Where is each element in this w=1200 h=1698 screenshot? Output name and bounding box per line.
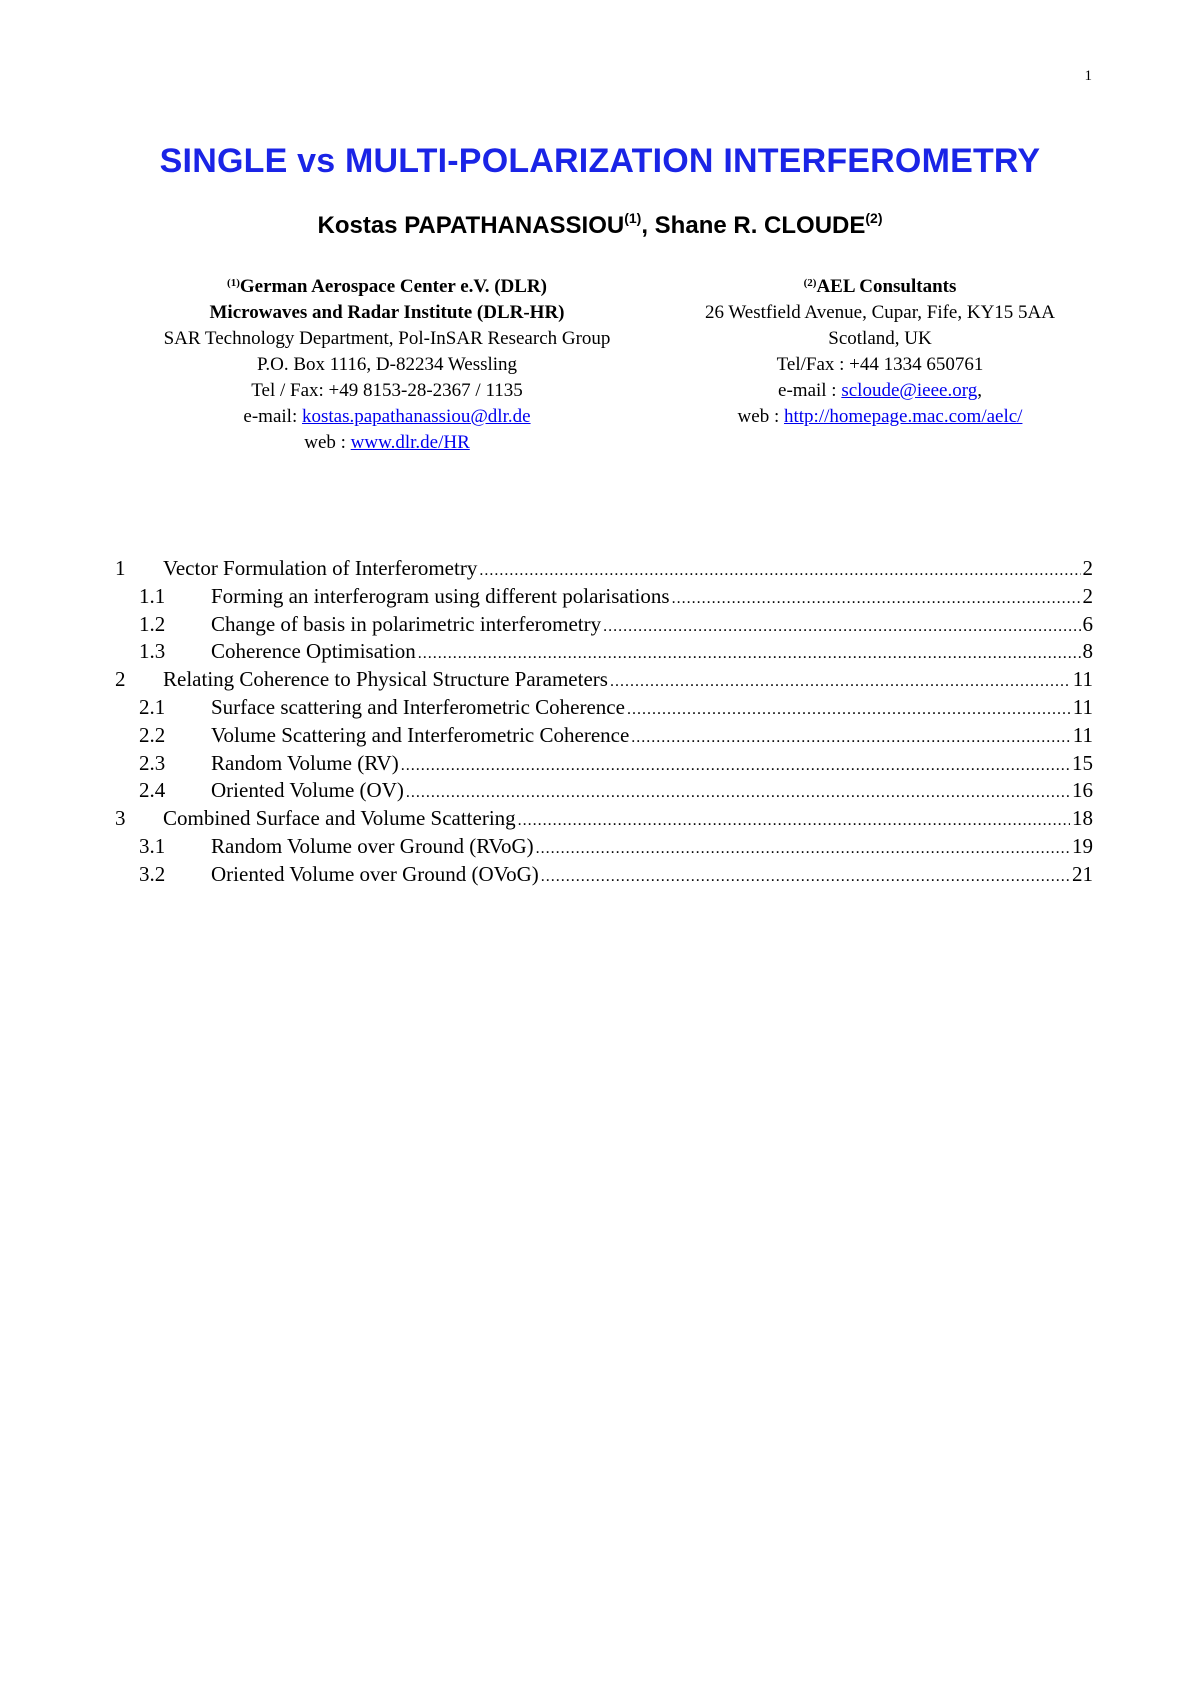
affiliation-left-address: P.O. Box 1116, D-82234 Wessling — [256, 354, 518, 375]
affiliation-right-org-line — [665, 270, 1095, 300]
affiliation-left-telfax: Tel / Fax: +49 8153-28-2367 / 1135 — [251, 380, 523, 401]
toc-entry-number: 2.4 — [139, 778, 166, 803]
toc-entry-title: Random Volume (RV) — [211, 750, 399, 775]
affiliation-right-address: 26 Westfield Avenue, Cupar, Fife, KY15 5AA — [704, 302, 1056, 323]
author-1: Kostas PAPATHANASSIOU — [317, 212, 625, 239]
toc-entry[interactable] — [115, 666, 1093, 694]
toc-entry[interactable] — [115, 638, 1093, 666]
author-2: Shane R. CLOUDE — [654, 212, 866, 239]
toc-leader-dots — [518, 807, 1070, 835]
toc-entry-page: 15 — [1072, 750, 1093, 775]
toc-entry[interactable] — [115, 805, 1093, 833]
toc-entry-number: 2.2 — [139, 722, 166, 747]
toc-entry-title: Change of basis in polarimetric interferometry — [211, 611, 602, 636]
affiliation-left-email-link[interactable]: kostas.papathanassiou@dlr.de — [301, 406, 531, 427]
affiliation-right-web-label: web : — [737, 406, 784, 427]
affiliation-right-email-label: e-mail : — [778, 380, 842, 401]
affiliation-right-web-link[interactable]: http://homepage.mac.com/aelc/ — [783, 406, 1023, 427]
affiliation-right-telfax: Tel/Fax : +44 1334 650761 — [776, 354, 984, 375]
toc-entry[interactable] — [115, 861, 1093, 889]
toc-entry-title: Random Volume over Ground (RVoG) — [211, 833, 534, 858]
affiliation-right-country: Scotland, UK — [828, 328, 932, 349]
toc-entry-page: 16 — [1072, 778, 1093, 803]
page-number: 1 — [1084, 68, 1092, 84]
document-title: SINGLE vs MULTI-POLARIZATION INTERFEROMETRY — [159, 142, 1041, 180]
author-2-affiliation-mark: (2) — [865, 210, 883, 226]
toc-entry-title: Oriented Volume (OV) — [211, 778, 404, 803]
toc-entry-title: Surface scattering and Interferometric Coherence — [211, 694, 625, 719]
toc-entry-title: Combined Surface and Volume Scattering — [163, 806, 516, 831]
toc-entry-number: 1.3 — [139, 639, 166, 664]
toc-entry[interactable] — [115, 833, 1093, 861]
toc-entry-number: 1.2 — [139, 611, 166, 636]
affiliation-right-web-line — [665, 404, 1095, 430]
author-1-affiliation-mark: (1) — [624, 210, 642, 226]
affiliation-left-mark: (1) — [227, 277, 240, 289]
toc-entry[interactable] — [115, 722, 1093, 750]
toc-entry-page: 11 — [1072, 667, 1093, 692]
toc-leader-dots — [479, 557, 1080, 585]
affiliation-right-mark: (2) — [803, 277, 817, 289]
toc-entry-page: 2 — [1082, 556, 1093, 580]
toc-leader-dots — [541, 863, 1070, 891]
toc-leader-dots — [401, 752, 1070, 780]
toc-entry[interactable] — [115, 777, 1093, 805]
toc-entry-title: Relating Coherence to Physical Structure Parameters — [163, 667, 608, 692]
toc-entry[interactable] — [115, 750, 1093, 778]
toc-entry-number: 3.1 — [139, 833, 166, 858]
author-separator: , — [641, 212, 655, 239]
affiliation-right-email-suffix: , — [977, 380, 982, 401]
toc-leader-dots — [610, 668, 1071, 696]
affiliation-left-web-line — [112, 430, 662, 456]
affiliation-left-org: German Aerospace Center e.V. (DLR) — [239, 276, 547, 297]
toc-entry-number: 2.3 — [139, 750, 166, 775]
toc-entry-title: Coherence Optimisation — [211, 639, 416, 664]
toc-entry-title: Volume Scattering and Interferometric Coherence — [211, 722, 630, 747]
toc-leader-dots — [631, 724, 1070, 752]
toc-entry[interactable] — [115, 583, 1093, 611]
toc-entry-number: 2 — [115, 667, 126, 692]
toc-entry-page: 6 — [1082, 611, 1093, 636]
toc-leader-dots — [672, 585, 1081, 613]
toc-entry[interactable] — [115, 694, 1093, 722]
toc-entry-title: Forming an interferogram using different polarisations — [211, 583, 670, 608]
affiliation-left-org-line — [112, 270, 662, 300]
toc-leader-dots — [418, 640, 1081, 668]
affiliation-right-org: AEL Consultants — [816, 276, 957, 297]
toc-entry-number: 3 — [115, 806, 126, 831]
toc-leader-dots — [627, 696, 1071, 724]
affiliation-left-department: SAR Technology Department, Pol-InSAR Research Group — [163, 328, 611, 349]
affiliation-right-email-line — [665, 378, 1095, 404]
toc-leader-dots — [603, 613, 1080, 641]
toc-entry-title: Vector Formulation of Interferometry — [163, 556, 478, 580]
affiliation-left-email-line — [112, 404, 662, 430]
toc-entry-number: 1.1 — [139, 583, 166, 608]
toc-entry-number: 2.1 — [139, 694, 166, 719]
toc-entry-page: 19 — [1072, 833, 1093, 858]
toc-entry-page: 11 — [1072, 722, 1093, 747]
affiliation-left-web-label: web : — [304, 432, 351, 453]
affiliation-left-email-label: e-mail: — [243, 406, 302, 427]
affiliation-left-institute: Microwaves and Radar Institute (DLR-HR) — [209, 302, 565, 323]
toc-entry-number: 3.2 — [139, 861, 166, 886]
affiliation-right-email-link[interactable]: scloude@ieee.org — [841, 380, 978, 401]
toc-leader-dots — [406, 779, 1070, 807]
authors-line — [0, 210, 1200, 240]
toc-entry-title: Oriented Volume over Ground (OVoG) — [211, 861, 539, 886]
toc-entry-page: 8 — [1082, 639, 1093, 664]
toc-entry[interactable] — [115, 555, 1093, 583]
table-of-contents — [115, 555, 1093, 889]
toc-entry-page: 2 — [1082, 583, 1093, 608]
toc-entry-page: 18 — [1072, 806, 1093, 831]
toc-entry-page: 11 — [1072, 694, 1093, 719]
toc-entry-number: 1 — [115, 556, 126, 580]
affiliation-left-web-link[interactable]: www.dlr.de/HR — [350, 432, 470, 453]
toc-leader-dots — [536, 835, 1070, 863]
toc-entry-page: 21 — [1072, 861, 1093, 886]
toc-entry[interactable] — [115, 611, 1093, 639]
affiliation-left — [112, 270, 662, 456]
affiliation-right — [665, 270, 1095, 430]
